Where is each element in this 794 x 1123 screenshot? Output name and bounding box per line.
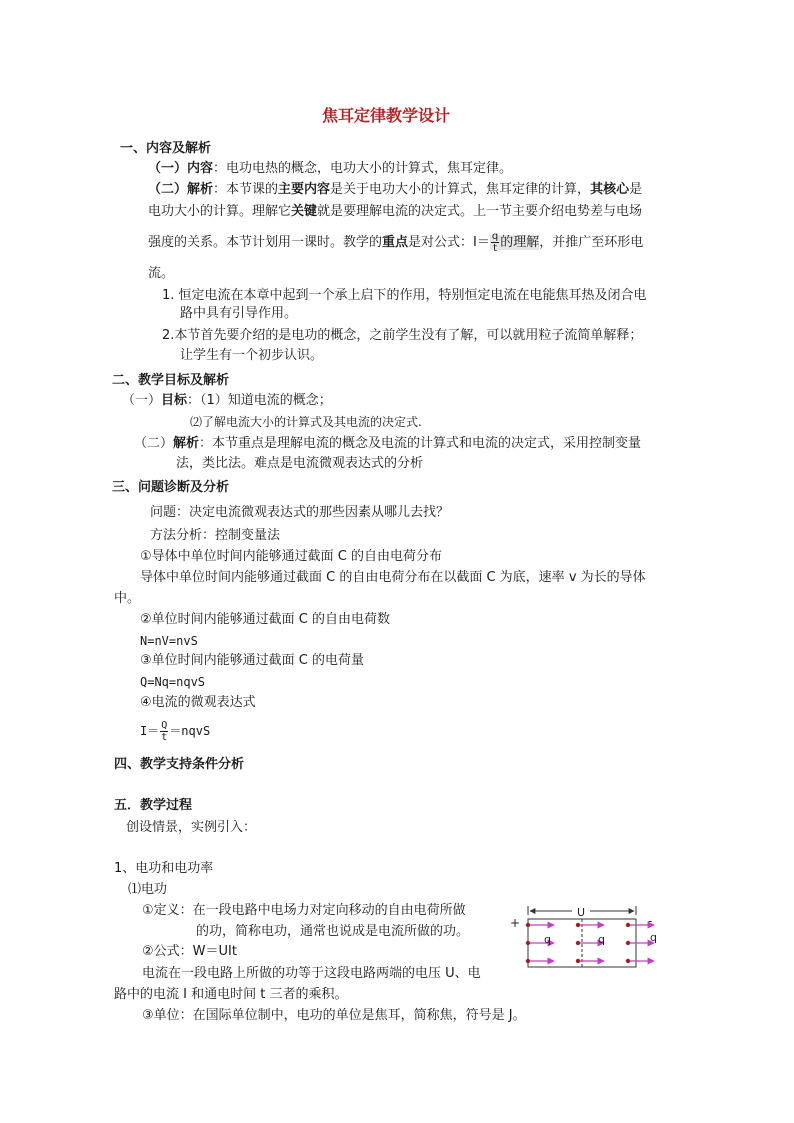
analysis-line-1 [148, 182, 642, 198]
definition-line-2: 的功，简称电功，通常也说成是电流所做的功。 [196, 924, 470, 939]
fraction-numerator: Q [161, 720, 168, 731]
analysis-text: 是对公式：I＝ [408, 235, 490, 250]
subsection-1: 1、电功和电功率 [114, 861, 214, 876]
charges-column-1 [526, 923, 554, 963]
goal-line-2: ⑵了解电流大小的计算式及其电流的决定式. [190, 415, 422, 429]
condition-3: ③单位时间内能够通过截面 C 的电荷量 [140, 653, 364, 668]
section-5-heading: 五．教学过程 [114, 798, 193, 813]
charge-dot [576, 923, 580, 927]
analysis-bold-main: 主要内容 [278, 182, 331, 197]
charges-column-2 [576, 923, 605, 963]
charge-dot [626, 941, 630, 945]
method-text: 方法分析：控制变量法 [150, 528, 281, 543]
analysis-highlight: 的理解 [500, 235, 540, 250]
charge-dot [626, 959, 630, 963]
conductor-diagram [508, 903, 668, 978]
section-3-heading: 三、问题诊断及分析 [112, 480, 230, 495]
equation-current-fraction [160, 720, 168, 743]
analysis-2-text: ：本节重点是理解电流的概念及电流的计算式和电流的决定式，采用控制变量 [199, 436, 642, 451]
condition-1-desc-line-2: 中。 [114, 591, 141, 606]
definition-line-1: ①定义：在一段电路中电场力对定向移动的自由电荷所做 [142, 903, 466, 918]
section-1-heading: 一、内容及解析 [120, 141, 212, 156]
content-paragraph [148, 161, 512, 177]
equation-n: N=nV=nvS [140, 634, 198, 648]
plus-sign: + [510, 916, 521, 930]
unit-line: ③单位：在国际单位制中，电功的单位是焦耳，简称焦，符号是 J。 [142, 1008, 526, 1023]
equation-q: Q=Nq=nqvS [140, 675, 206, 689]
analysis-text-e: 是 [629, 182, 643, 197]
analysis-2-label: 解析 [173, 436, 200, 451]
analysis-text: 电功大小的计算。理解它 [148, 204, 292, 219]
analysis-bold-core: 其核心 [590, 182, 630, 197]
list-item-1-line-1: 1. 恒定电流在本章中起到一个承上启下的作用，特别恒定电流在电能焦耳热及闭合电 [162, 288, 647, 303]
fraction-numerator: q [491, 231, 499, 242]
charge-dot [576, 941, 580, 945]
analysis-text: 强度的关系。本节计划用一课时。教学的 [148, 235, 383, 250]
fraction-denominator: t [161, 732, 168, 743]
page-title: 焦耳定律教学设计 [322, 106, 451, 125]
voltage-label: U [576, 906, 586, 919]
analysis-line-4: 流。 [148, 266, 175, 281]
analysis-bold-key: 关键 [291, 204, 318, 219]
formula-fraction [491, 231, 499, 254]
analysis-bold-focus: 重点 [382, 235, 409, 250]
list-item-2-line-2: 让学生有一个初步认识。 [180, 348, 324, 363]
intro-text: 创设情景，实例引入： [126, 820, 257, 835]
charge-label: q [598, 933, 605, 946]
equation-current-lhs: I＝ [140, 724, 160, 738]
analysis-2-line-1 [134, 436, 641, 452]
equation-current-rhs: ＝nqvS [169, 724, 211, 738]
subsection-1a: ⑴电功 [128, 882, 168, 897]
goal-label: 目标 [161, 393, 188, 408]
equation-current [140, 716, 210, 746]
goal-text: ：（1）知道电流的概念； [187, 393, 332, 408]
charge-dot [576, 959, 580, 963]
charge-dot [626, 923, 630, 927]
condition-4: ④电流的微观表达式 [140, 695, 256, 710]
content-label: （一）内容 [148, 161, 214, 176]
content-text: ：电功电热的概念，电功大小的计算式，焦耳定律。 [213, 161, 513, 176]
analysis-text-a: ：本节课的 [213, 182, 279, 197]
goal-line [122, 393, 332, 409]
analysis-line-2 [148, 204, 642, 220]
charge-label: q [650, 931, 657, 944]
charges-column-3 [626, 923, 657, 963]
fraction-denominator: t [493, 243, 498, 254]
formula-line: ②公式：W＝UIt [142, 944, 237, 959]
minus-sign: - [648, 914, 653, 928]
charge-label: q [544, 933, 551, 946]
analysis-2-line-2: 法，类比法。难点是电流微观表达式的分析 [176, 456, 424, 471]
goal-prefix: （一） [122, 393, 162, 408]
section-2-heading: 二、教学目标及解析 [112, 373, 230, 388]
analysis-text-c: 是关于电功大小的计算式，焦耳定律的计算， [330, 182, 591, 197]
description-line-2: 路中的电流 I 和通电时间 t 三者的乘积。 [114, 987, 348, 1002]
description-line-1: 电流在一段电路上所做的功等于这段电路两端的电压 U、电 [142, 966, 481, 981]
analysis-label: （二）解析 [148, 182, 214, 197]
analysis-2-prefix: （二） [134, 436, 174, 451]
list-item-2-line-1: 2.本节首先要介绍的是电功的概念，之前学生没有了解，可以就用粒子流简单解释； [162, 328, 643, 343]
analysis-text: ，并推广至环形电 [539, 235, 644, 250]
condition-1-desc-line-1: 导体中单位时间内能够通过截面 C 的自由电荷分布在以截面 C 为底，速率 v 为长的导体 [140, 570, 646, 585]
question-text: 问题：决定电流微观表达式的那些因素从哪儿去找？ [150, 505, 450, 520]
list-item-1-line-2: 路中具有引导作用。 [180, 306, 298, 321]
section-4-heading: 四、教学支持条件分析 [114, 757, 245, 772]
charge-dot [526, 959, 530, 963]
analysis-text: 就是要理解电流的决定式。上一节主要介绍电势差与电场 [317, 204, 643, 219]
condition-2: ②单位时间内能够通过截面 C 的自由电荷数 [140, 612, 390, 627]
analysis-line-3 [148, 228, 643, 258]
charge-dot [526, 923, 530, 927]
condition-1: ①导体中单位时间内能够通过截面 C 的自由电荷分布 [140, 549, 442, 564]
charge-dot [526, 941, 530, 945]
